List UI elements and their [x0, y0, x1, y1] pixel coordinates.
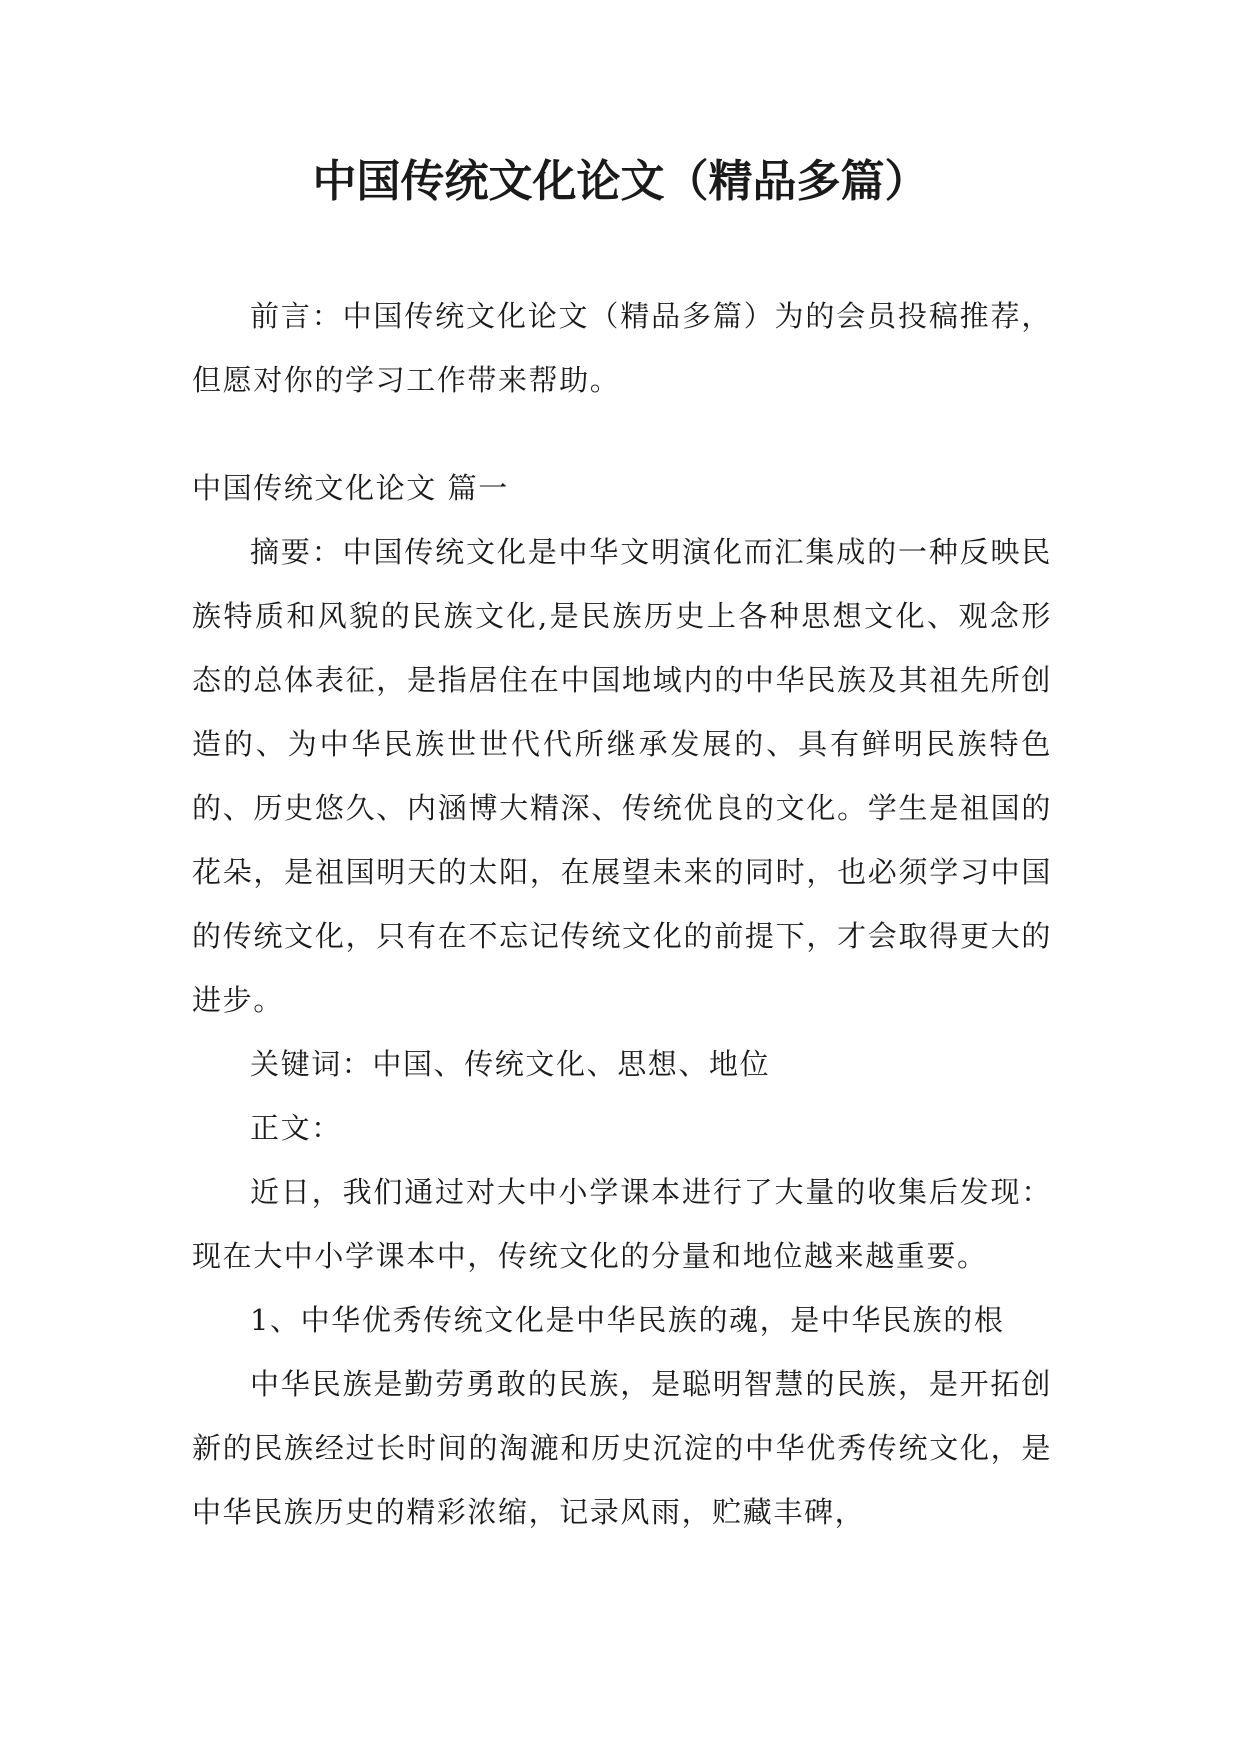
- section-heading: 中国传统文化论文 篇一: [192, 471, 509, 505]
- body-paragraph-2: 中华民族是勤劳勇敢的民族，是聪明智慧的民族，是开拓创新的民族经过长时间的淘漉和历史沉淀的中华优秀传统文化，是中华民族历史的精彩浓缩，记录风雨，贮藏丰碑，: [192, 1367, 1052, 1529]
- section-gap: [192, 412, 1052, 456]
- preface-paragraph: 前言：中国传统文化论文（精品多篇）为的会员投稿推荐，但愿对你的学习工作带来帮助。: [192, 299, 1052, 397]
- body-label: 正文：: [250, 1111, 342, 1145]
- document-title: 中国传统文化论文（精品多篇）: [312, 156, 929, 207]
- body-paragraph-1: 近日，我们通过对大中小学课本进行了大量的收集后发现：现在大中小学课本中，传统文化的分量和地位越来越重要。: [192, 1175, 1052, 1273]
- abstract-paragraph: 摘要：中国传统文化是中华文明演化而汇集成的一种反映民族特质和风貌的民族文化,是民族历史上各种思想文化、观念形态的总体表征，是指居住在中国地域内的中华民族及其祖先所创造的、为中华民族世世代代所继承发展的、具有鲜明民族特色的、历史悠久、内涵博大精深、传统优良的文化。学生是祖国的花朵，是祖国明天的太阳，在展望未来的同时，也必须学习中国的传统文化，只有在不忘记传统文化的前提下，才会取得更大的进步。: [192, 535, 1052, 1017]
- subheading-1: 1、中华优秀传统文化是中华民族的魂，是中华民族的根: [250, 1303, 1005, 1337]
- keywords-paragraph: 关键词：中国、传统文化、思想、地位: [250, 1047, 771, 1081]
- document-body: [192, 284, 1052, 1544]
